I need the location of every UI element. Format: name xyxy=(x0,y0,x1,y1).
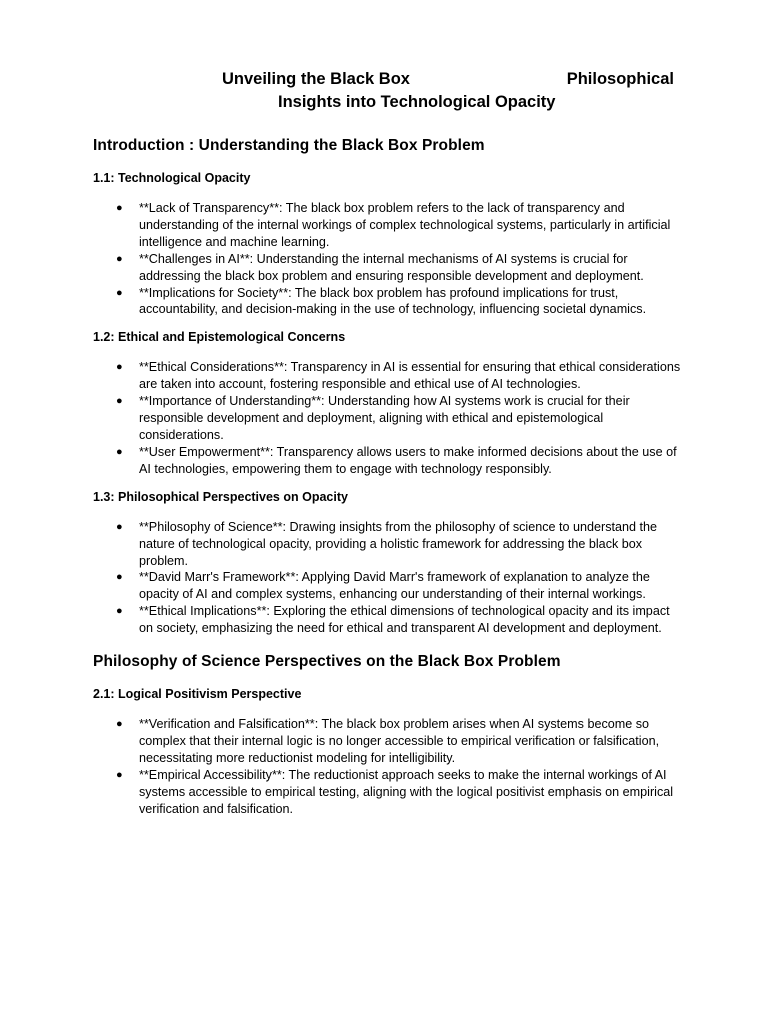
list-item-text: **User Empowerment**: Transparency allows users to make informed decisions about the use of AI technologies, empowering them to engage with technology responsibly. xyxy=(139,444,677,476)
bullet-icon: ● xyxy=(116,395,123,408)
list-item-text: **Lack of Transparency**: The black box problem refers to the lack of transparency and understanding of the internal workings of complex technological systems, particularly in artificial intelligence and machine learning. xyxy=(139,201,671,249)
list-item xyxy=(93,393,683,444)
bullet-icon: ● xyxy=(116,252,123,265)
bullet-list-1-1 xyxy=(93,200,683,318)
bullet-icon: ● xyxy=(116,361,123,374)
list-item-text: **Implications for Society**: The black box problem has profound implications for trust, accountability, and decision-making in the use of technology, influencing societal dynamics. xyxy=(139,285,647,317)
bullet-icon: ● xyxy=(116,768,123,781)
list-item-text: **Philosophy of Science**: Drawing insights from the philosophy of science to understand the nature of technological opacity, providing a holistic framework for addressing the black box problem. xyxy=(139,519,658,568)
list-item xyxy=(93,359,683,393)
bullet-icon: ● xyxy=(116,202,123,214)
list-item-text: **Ethical Implications**: Exploring the ethical dimensions of technological opacity and its impact on society, emphasizing the need for ethical and transparent AI development and deployment. xyxy=(139,604,670,636)
bullet-list-1-3 xyxy=(93,519,683,637)
bullet-list-2-1 xyxy=(93,716,683,817)
bullet-icon: ● xyxy=(116,286,123,299)
list-item xyxy=(93,285,683,319)
list-item-text: **Ethical Considerations**: Transparency in AI is essential for ensuring that ethical considerations are taken into account, fostering responsible and ethical use of AI technologies. xyxy=(139,360,681,392)
bullet-icon: ● xyxy=(116,520,123,533)
title-left: Unveiling the Black Box xyxy=(222,70,410,88)
list-item xyxy=(93,444,683,478)
list-item xyxy=(93,519,683,570)
title-line-1 xyxy=(222,68,674,91)
bullet-icon: ● xyxy=(116,571,123,584)
title-right: Philosophical xyxy=(566,70,674,88)
list-item-text: **Empirical Accessibility**: The reductionist approach seeks to make the internal workings of AI systems accessible to empirical testing, aligning with the logical positivist emphasis on empirical verification and falsification. xyxy=(139,767,674,816)
subsection-heading-1-1: 1.1: Technological Opacity xyxy=(93,171,251,185)
list-item-text: **Importance of Understanding**: Understanding how AI systems work is crucial for their responsible development and deployment, aligning with ethical and epistemological considerations. xyxy=(139,394,630,442)
section-heading-introduction: Introduction : Understanding the Black Box Problem xyxy=(93,137,485,154)
list-item xyxy=(93,603,683,637)
bullet-icon: ● xyxy=(116,718,123,731)
document-title xyxy=(222,68,674,114)
list-item xyxy=(93,767,683,818)
section-heading-philosophy-of-science: Philosophy of Science Perspectives on the Black Box Problem xyxy=(93,653,561,671)
subsection-heading-1-2: 1.2: Ethical and Epistemological Concerns xyxy=(93,330,346,345)
bullet-list-1-2 xyxy=(93,359,683,477)
list-item xyxy=(93,716,683,767)
subsection-heading-2-1: 2.1: Logical Positivism Perspective xyxy=(93,687,302,702)
subsection-heading-1-3: 1.3: Philosophical Perspectives on Opacity xyxy=(93,489,348,504)
list-item xyxy=(93,251,683,285)
list-item xyxy=(93,200,683,251)
bullet-icon: ● xyxy=(116,605,123,618)
title-line-2: Insights into Technological Opacity xyxy=(278,93,556,111)
list-item-text: **Verification and Falsification**: The black box problem arises when AI systems become so complex that their internal logic is no longer accessible to empirical verification or falsification, necessitating more reductionist modeling for intelligibility. xyxy=(139,717,660,765)
bullet-icon: ● xyxy=(116,445,123,458)
list-item xyxy=(93,569,683,603)
list-item-text: **David Marr's Framework**: Applying David Marr's framework of explanation to analyze the opacity of AI and complex systems, enhancing our understanding of their internal workings. xyxy=(139,570,650,602)
document-body xyxy=(93,135,683,827)
list-item-text: **Challenges in AI**: Understanding the internal mechanisms of AI systems is crucial for addressing the black box problem and ensuring responsible development and deployment. xyxy=(139,251,644,283)
